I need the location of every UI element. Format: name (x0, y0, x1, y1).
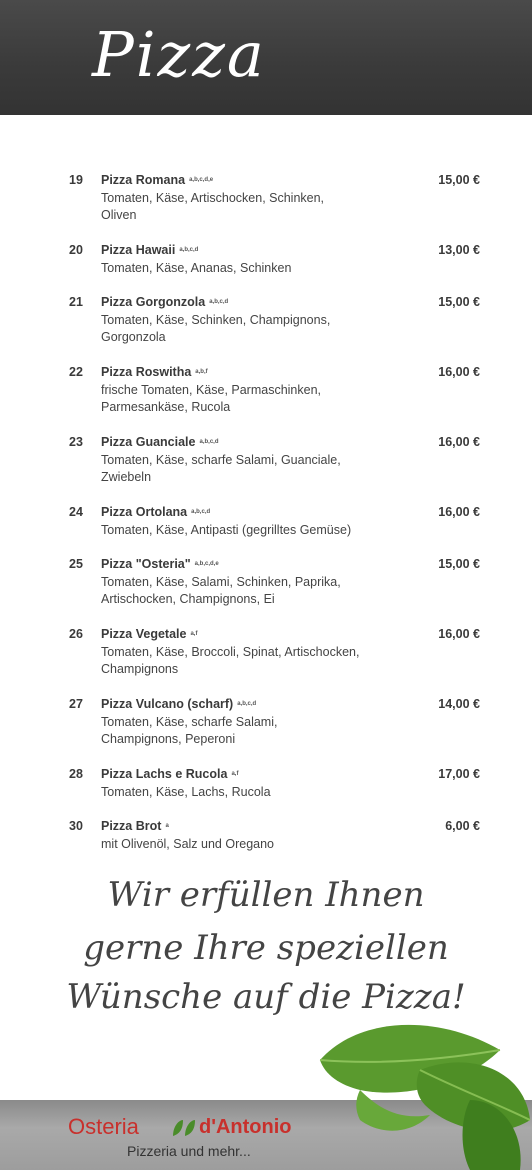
item-number: 22 (69, 365, 83, 379)
item-number: 20 (69, 243, 83, 257)
note-line-2: gerne Ihre speziellen (83, 928, 449, 968)
item-description: Tomaten, Käse, Salami, Schinken, Paprika, Artischocken, Champignons, Ei (101, 574, 341, 607)
item-price: 15,00 € (438, 295, 480, 309)
item-name: Pizza "Osteria" (101, 557, 191, 572)
item-description: Tomaten, Käse, scharfe Salami, Guanciale, Zwiebeln (101, 452, 341, 485)
item-description: Tomaten, Käse, Ananas, Schinken (101, 260, 292, 275)
brand-name-suffix: d'Antonio (199, 1116, 292, 1138)
item-name: Pizza Lachs e Rucola (101, 767, 228, 782)
item-allergens: a,b,c,d (191, 509, 211, 515)
item-price: 16,00 € (438, 627, 480, 641)
page-title: Pizza (92, 18, 266, 91)
header-banner (0, 0, 532, 115)
item-description: Tomaten, Käse, Broccoli, Spinat, Artischocken, Champignons (101, 644, 360, 677)
item-allergens: a,f (190, 631, 198, 637)
item-name: Pizza Guanciale (101, 435, 196, 450)
note-line-3: Wünsche auf die Pizza! (66, 977, 466, 1017)
item-allergens: a (165, 823, 169, 829)
item-price: 15,00 € (438, 173, 480, 187)
item-number: 23 (69, 435, 83, 449)
item-name: Pizza Roswitha (101, 365, 192, 380)
item-description: frische Tomaten, Käse, Parmaschinken, Parmesankäse, Rucola (101, 382, 322, 415)
item-number: 30 (69, 819, 83, 833)
basil-leaves-image (300, 1010, 532, 1170)
item-price: 17,00 € (438, 767, 480, 781)
item-allergens: a,b,c,d (209, 299, 229, 305)
item-number: 25 (69, 557, 83, 571)
item-name: Pizza Brot (101, 819, 162, 834)
brand-subtitle: Pizzeria und mehr... (127, 1143, 251, 1159)
item-number: 26 (69, 627, 83, 641)
item-allergens: a,b,c,d (179, 247, 199, 253)
item-name: Pizza Hawaii (101, 243, 176, 258)
note-line-1: Wir erfüllen Ihnen (107, 875, 425, 915)
item-allergens: a,b,c,d (199, 439, 219, 445)
item-description: Tomaten, Käse, Lachs, Rucola (101, 784, 271, 799)
item-price: 14,00 € (438, 697, 480, 711)
item-price: 13,00 € (438, 243, 480, 257)
item-number: 24 (69, 505, 83, 519)
item-number: 19 (69, 173, 83, 187)
brand-name: Osteria (68, 1114, 139, 1139)
item-name: Pizza Vulcano (scharf) (101, 697, 234, 712)
item-allergens: a,b,f (195, 369, 208, 375)
item-number: 28 (69, 767, 83, 781)
item-description: Tomaten, Käse, Antipasti (gegrilltes Gemüse) (101, 522, 352, 537)
item-price: 6,00 € (445, 819, 480, 833)
item-price: 16,00 € (438, 505, 480, 519)
item-description: Tomaten, Käse, Artischocken, Schinken, Oliven (101, 190, 325, 223)
item-allergens: a,f (231, 771, 239, 777)
item-number: 21 (69, 295, 83, 309)
item-allergens: a,b,c,d,e (194, 561, 219, 567)
item-price: 15,00 € (438, 557, 480, 571)
item-allergens: a,b,c,d (237, 701, 257, 707)
item-name: Pizza Gorgonzola (101, 295, 206, 310)
basil-leaf-icon (171, 1118, 197, 1138)
item-price: 16,00 € (438, 435, 480, 449)
item-description: Tomaten, Käse, scharfe Salami, Champignons, Peperoni (101, 714, 278, 747)
item-description: mit Olivenöl, Salz und Oregano (101, 836, 275, 851)
item-name: Pizza Ortolana (101, 505, 188, 520)
item-number: 27 (69, 697, 83, 711)
item-price: 16,00 € (438, 365, 480, 379)
item-name: Pizza Vegetale (101, 627, 187, 642)
item-allergens: a,b,c,d,e (189, 177, 214, 183)
item-description: Tomaten, Käse, Schinken, Champignons, Gorgonzola (101, 312, 331, 345)
item-name: Pizza Romana (101, 173, 186, 188)
